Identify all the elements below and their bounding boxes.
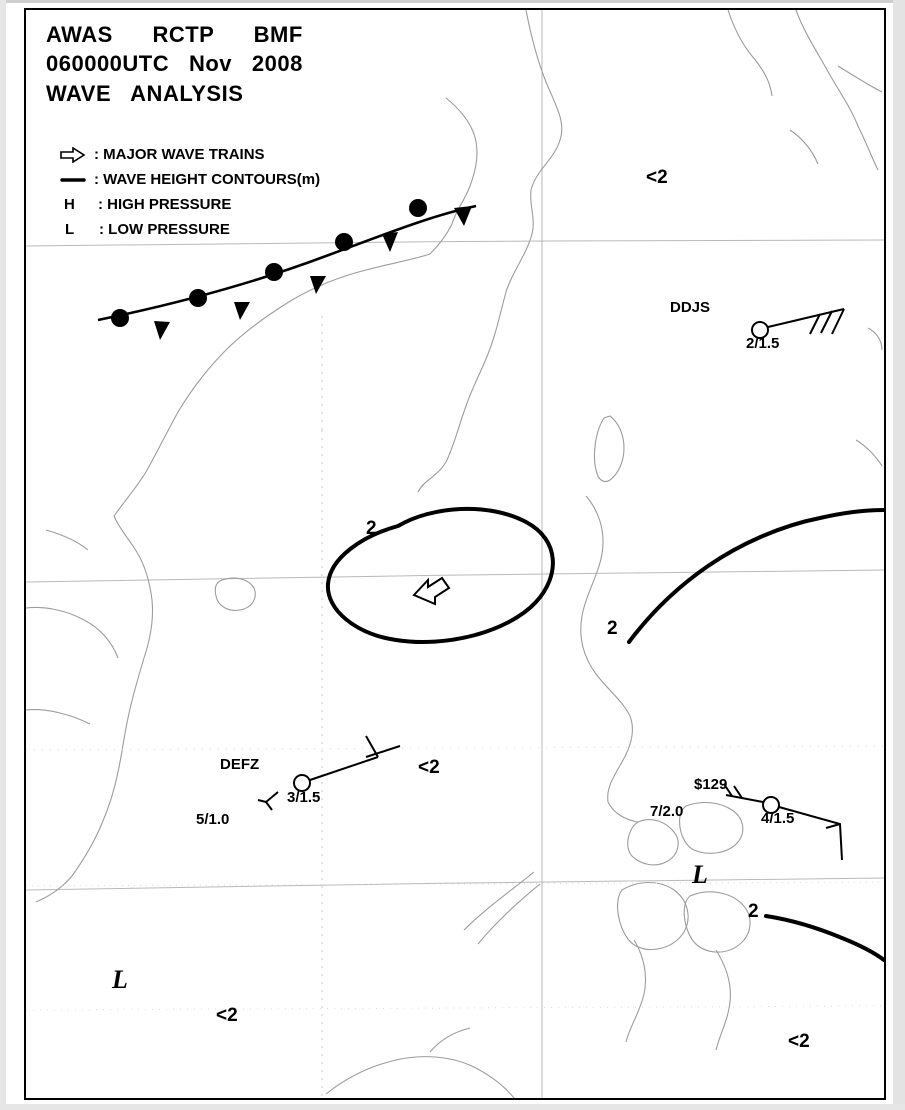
area-label-lt2-center: <2 [418,757,440,778]
station-value-ddjs: 2/1.5 [746,335,780,352]
major-wave-train-arrow-map [414,578,449,604]
legend [60,142,320,242]
scan-edge-noise-bottom [0,1104,905,1110]
contour-label-2-east: 2 [607,618,618,639]
title-line-3: WAVE ANALYSIS [46,80,244,106]
station-value-129: 4/1.5 [761,810,795,827]
legend-label-wave-height-contours: : WAVE HEIGHT CONTOURS(m) [94,171,321,188]
station-plot-defz [258,736,400,810]
arrow-outline-glyph [60,147,86,163]
legend-item-high-pressure [60,192,320,217]
area-label-lt2-southeast: <2 [788,1031,810,1052]
title-block [46,20,303,108]
station-label-129: $129 [694,776,728,793]
station-value-defz: 3/1.5 [287,789,321,806]
line-segment-glyph [60,175,86,185]
legend-label-major-wave-trains: : MAJOR WAVE TRAINS [94,146,265,163]
legend-label-low-pressure: : LOW PRESSURE [99,221,230,238]
legend-item-wave-height-contours [60,167,320,192]
legend-label-high-pressure: : HIGH PRESSURE [98,196,232,213]
wave-contour-lines [328,509,884,960]
letter-l-icon: L [65,221,75,238]
letter-h-icon: H [64,196,75,213]
station-extra-value-129: 7/2.0 [650,803,684,820]
map-frame [24,8,886,1100]
title-line-2: 060000UTC Nov 2008 [46,51,303,77]
legend-item-major-wave-trains [60,142,320,167]
station-label-ddjs: DDJS [670,299,711,316]
station-extra-value-defz: 5/1.0 [196,811,230,828]
area-label-lt2-northeast: <2 [646,167,668,188]
line-segment-icon [60,175,94,185]
station-plot-ddjs [752,309,844,338]
scan-speckle [26,746,884,1010]
area-label-lt2-southwest: <2 [216,1005,238,1026]
contour-label-2-southeast: 2 [748,901,759,922]
scan-edge-noise-right [893,0,905,1110]
contour-label-2-north: 2 [366,518,377,539]
title-line-1: AWAS RCTP BMF [46,22,303,47]
scan-edge-noise-top [0,0,905,3]
pressure-center-low-east: L [692,860,708,889]
station-label-defz: DEFZ [220,756,260,773]
legend-item-low-pressure [60,217,320,242]
arrow-outline-icon [60,147,94,163]
scan-edge-noise-left [0,0,6,1110]
pressure-center-low-southwest: L [112,965,128,994]
